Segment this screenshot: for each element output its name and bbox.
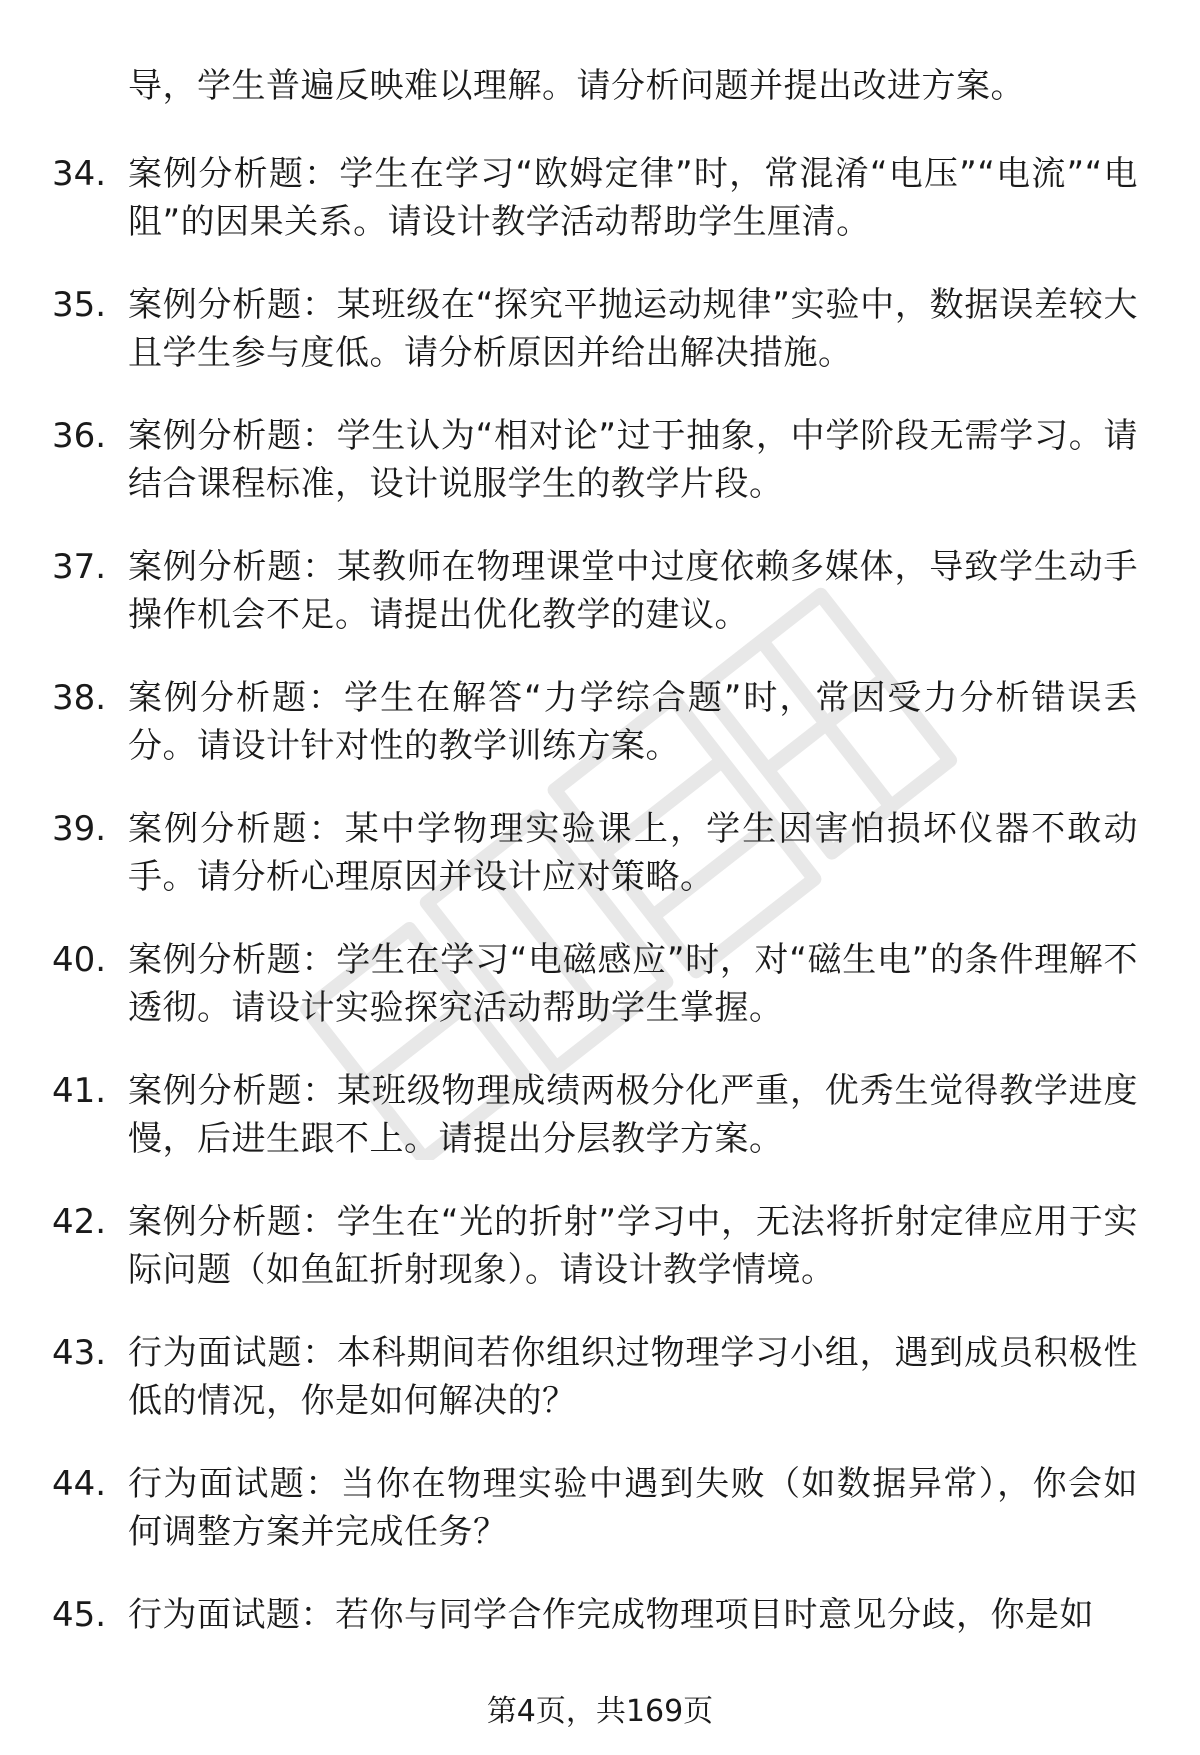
continuation-text: 导，学生普遍反映难以理解。请分析问题并提出改进方案。	[128, 66, 1025, 106]
question-number: 45.	[52, 1595, 107, 1635]
question-list	[0, 150, 1200, 1722]
question-text: 案例分析题：某教师在物理课堂中过度依赖多媒体，导致学生动手操作机会不足。请提出优化教学的建议。	[128, 547, 1138, 635]
question-number: 42.	[52, 1202, 107, 1242]
question-text: 案例分析题：学生在解答“力学综合题”时，常因受力分析错误丢分。请设计针对性的教学训练方案。	[128, 678, 1138, 766]
question-number: 40.	[52, 940, 107, 980]
question-number: 43.	[52, 1333, 107, 1373]
question-item	[0, 1067, 1200, 1198]
question-item	[0, 543, 1200, 674]
question-number: 44.	[52, 1464, 107, 1504]
question-number: 38.	[52, 678, 107, 718]
question-item	[0, 1329, 1200, 1460]
question-text: 案例分析题：学生在学习“欧姆定律”时，常混淆“电压”“电流”“电阻”的因果关系。请设计教学活动帮助学生厘清。	[128, 154, 1138, 242]
question-item	[0, 674, 1200, 805]
question-text: 行为面试题：本科期间若你组织过物理学习小组，遇到成员积极性低的情况，你是如何解决的？	[128, 1333, 1138, 1421]
question-text: 案例分析题：学生在“光的折射”学习中，无法将折射定律应用于实际问题（如鱼缸折射现象）。请设计教学情境。	[128, 1202, 1138, 1290]
question-text: 案例分析题：某班级物理成绩两极分化严重，优秀生觉得教学进度慢，后进生跟不上。请提出分层教学方案。	[128, 1071, 1138, 1159]
question-item	[0, 281, 1200, 412]
question-number: 34.	[52, 154, 107, 194]
question-item	[0, 1198, 1200, 1329]
question-item	[0, 1460, 1200, 1591]
question-number: 35.	[52, 285, 107, 325]
question-number: 39.	[52, 809, 107, 849]
question-item	[0, 412, 1200, 543]
question-number: 36.	[52, 416, 107, 456]
question-text: 行为面试题：当你在物理实验中遇到失败（如数据异常），你会如何调整方案并完成任务？	[128, 1464, 1138, 1552]
question-number: 41.	[52, 1071, 107, 1111]
question-text: 案例分析题：某中学物理实验课上，学生因害怕损坏仪器不敢动手。请分析心理原因并设计应对策略。	[128, 809, 1138, 897]
question-text: 案例分析题：学生在学习“电磁感应”时，对“磁生电”的条件理解不透彻。请设计实验探究活动帮助学生掌握。	[128, 940, 1138, 1028]
question-item	[0, 150, 1200, 281]
question-item	[0, 936, 1200, 1067]
question-text: 案例分析题：某班级在“探究平抛运动规律”实验中，数据误差较大且学生参与度低。请分析原因并给出解决措施。	[128, 285, 1138, 373]
question-text: 行为面试题：若你与同学合作完成物理项目时意见分歧，你是如	[128, 1595, 1094, 1635]
question-number: 37.	[52, 547, 107, 587]
page-footer: 第4页，共169页	[486, 1694, 714, 1729]
question-text: 案例分析题：学生认为“相对论”过于抽象，中学阶段无需学习。请结合课程标准，设计说服学生的教学片段。	[128, 416, 1138, 504]
question-item	[0, 805, 1200, 936]
